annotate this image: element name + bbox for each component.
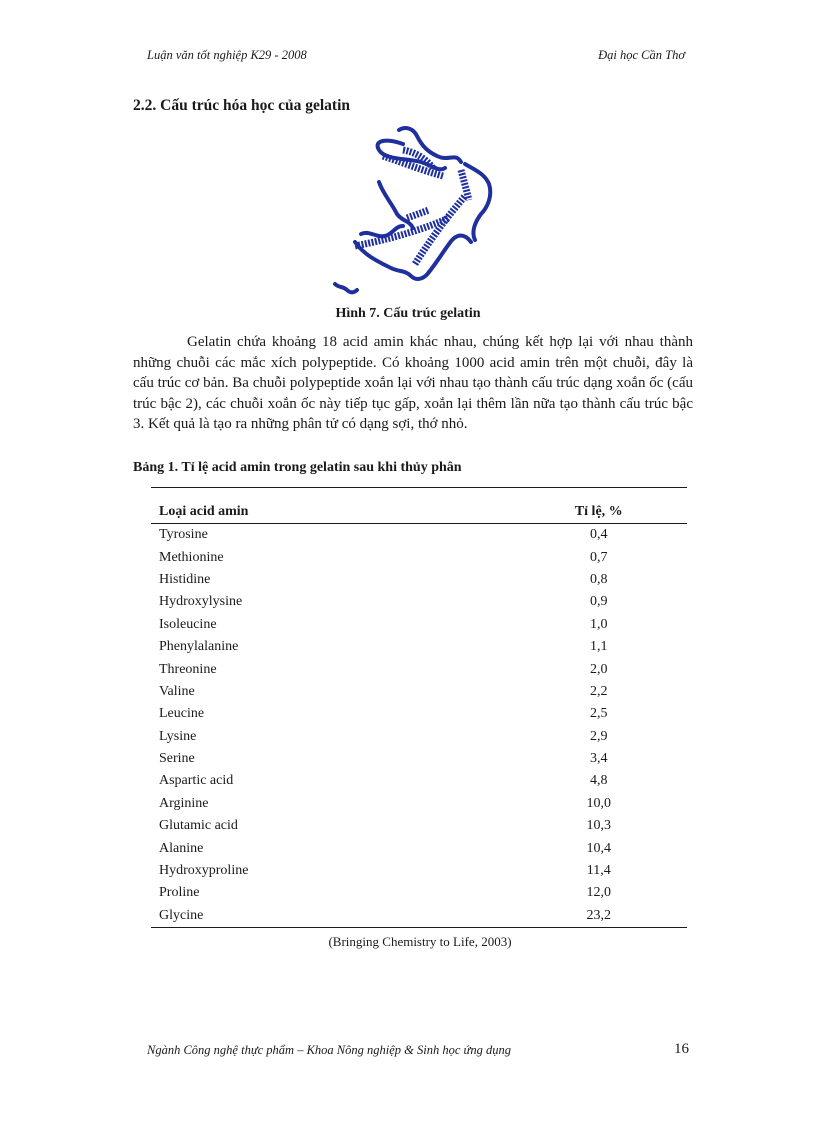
amino-acid-name: Glycine	[151, 905, 511, 928]
page-number: 16	[674, 1041, 689, 1057]
footer-text: Ngành Công nghệ thực phẩm – Khoa Nông nghiệp & Sinh học ứng dụng	[147, 1043, 511, 1057]
amino-acid-name: Histidine	[159, 571, 211, 587]
table-row	[151, 905, 687, 928]
amino-acid-percent: 3,4	[590, 751, 608, 767]
amino-acid-name: Arginine	[159, 795, 209, 811]
section-title: 2.2. Cấu trúc hóa học của gelatin	[133, 97, 350, 114]
table-source: (Bringing Chemistry to Life, 2003)	[328, 934, 512, 949]
amino-acid-percent: 10,4	[586, 840, 611, 856]
figure-caption: Hình 7. Cấu trúc gelatin	[335, 306, 481, 321]
amino-acid-percent: 2,2	[590, 683, 608, 699]
table-row	[151, 658, 687, 680]
table-row	[151, 681, 687, 703]
table-row	[151, 837, 687, 859]
amino-acid-percent: 2,0	[590, 661, 608, 677]
table-row	[151, 703, 687, 725]
amino-acid-percent: 0,8	[590, 571, 608, 587]
table-row	[151, 860, 687, 882]
amino-acid-percent: 10,0	[586, 795, 611, 811]
amino-acid-percent: 10,3	[586, 818, 611, 834]
table-row	[151, 793, 687, 815]
amino-acid-name: Tyrosine	[159, 527, 208, 543]
col-header-name: Loại acid amin	[151, 488, 511, 524]
chain-tail	[335, 284, 357, 292]
amino-acid-name: Aspartic acid	[159, 773, 234, 789]
chain-lower-right	[429, 236, 471, 273]
table-row	[151, 546, 687, 568]
helix-mid	[407, 210, 429, 218]
amino-acid-name: Serine	[159, 751, 195, 767]
chain-lower-left	[361, 226, 403, 236]
amino-acid-table	[151, 487, 687, 928]
chain-mid	[379, 182, 413, 228]
table-row	[151, 815, 687, 837]
amino-acid-name: Valine	[159, 683, 195, 699]
header-right: Đại học Cần Thơ	[598, 48, 685, 62]
amino-acid-percent: 11,4	[586, 863, 611, 879]
table-row	[151, 748, 687, 770]
table-caption: Bảng 1. Tỉ lệ acid amin trong gelatin sau khi thủy phân	[133, 460, 462, 475]
table-row	[151, 614, 687, 636]
chain-loop-top	[399, 128, 461, 162]
table-row	[151, 591, 687, 613]
amino-acid-percent: 0,9	[590, 594, 608, 610]
body-paragraph: Gelatin chứa khoảng 18 acid amin khác nhau, chúng kết hợp lại với nhau thành những chuỗi các mắc xích polypeptide. Có khoảng 1000 acid amin trên một chuỗi, đây là cấu trúc cơ bản. Ba chuỗi polypeptide xoắn lại với nhau tạo thành cấu trúc dạng xoắn ốc (cấu trúc bậc 2), các chuỗi xoắn ốc này tiếp tục gấp, xoắn lại thêm lần nữa tạo thành cấu trúc bậc 3. Kết quả là tạo ra những phân tử có dạng sợi, thớ nhỏ.	[133, 334, 693, 432]
amino-acid-percent: 4,8	[590, 773, 608, 789]
gelatin-structure-figure	[325, 122, 510, 300]
table-row	[151, 636, 687, 658]
amino-acid-name: Phenylalanine	[159, 639, 239, 655]
amino-acid-percent: 2,9	[590, 728, 608, 744]
amino-acid-percent: 0,7	[590, 549, 608, 565]
table-row	[151, 524, 687, 547]
amino-acid-name: Hydroxylysine	[159, 594, 243, 610]
amino-acid-percent: 1,0	[590, 616, 608, 632]
amino-acid-percent: 0,4	[590, 527, 608, 543]
table-header-row	[151, 488, 687, 524]
table-row	[151, 569, 687, 591]
amino-acid-name: Alanine	[159, 840, 204, 856]
amino-acid-percent: 2,5	[590, 706, 608, 722]
col-header-percent: Tỉ lệ, %	[511, 488, 687, 524]
amino-acid-name: Lysine	[159, 728, 197, 744]
amino-acid-name: Methionine	[159, 549, 224, 565]
amino-acid-name: Hydroxyproline	[159, 863, 249, 879]
amino-acid-name: Threonine	[159, 661, 217, 677]
amino-acid-percent: 12,0	[586, 885, 611, 901]
header-left: Luận văn tốt nghiệp K29 - 2008	[147, 48, 307, 62]
table-row	[151, 882, 687, 904]
amino-acid-percent: 1,1	[590, 639, 608, 655]
amino-acid-percent: 23,2	[511, 905, 687, 928]
table-row	[151, 726, 687, 748]
amino-acid-name: Isoleucine	[159, 616, 217, 632]
chain-right	[465, 164, 490, 240]
amino-acid-name: Leucine	[159, 706, 205, 722]
table-row	[151, 770, 687, 792]
amino-acid-name: Proline	[159, 885, 200, 901]
amino-acid-name: Glutamic acid	[159, 818, 238, 834]
